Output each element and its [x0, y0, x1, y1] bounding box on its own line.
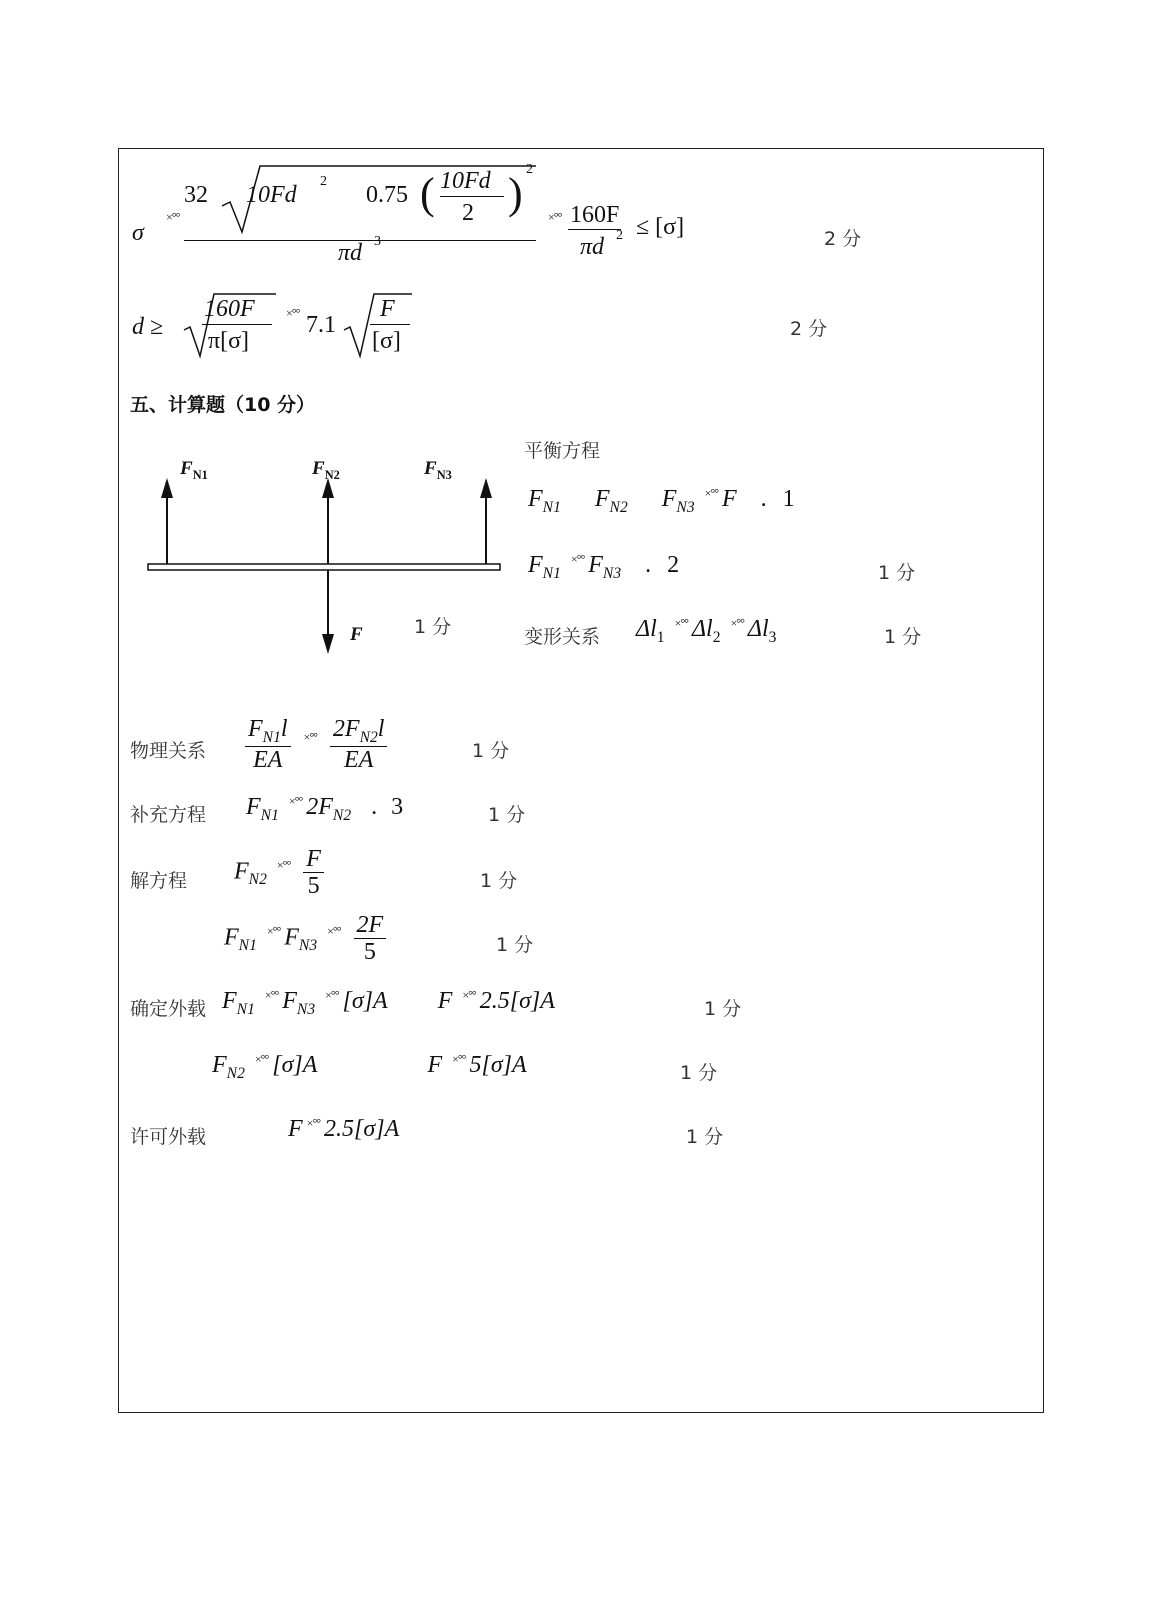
score-balance: 1 分: [878, 562, 916, 584]
supplement-eq: $F_{N1}$ ×°° $2F_{N2}$ . 3: [246, 794, 404, 824]
score-external-row2: 1 分: [680, 1062, 718, 1084]
arrowhead-fn3: [480, 478, 492, 498]
score-deformation: 1 分: [884, 626, 922, 648]
deformation-label: 变形关系: [524, 626, 601, 648]
allowable-label: 许可外载: [130, 1126, 207, 1148]
sigma-numerator: 32 10Fd 2 0.75 ( 10Fd 2 ) 2: [184, 162, 536, 241]
section-heading: 五、计算题（10 分）: [130, 394, 316, 416]
external-row1: $F_{N1}$ ×°° $F_{N3}$ ×°° [σ]A F ×°° 2.5[σ]A: [222, 988, 555, 1018]
force-diagram: [140, 460, 510, 660]
physical-label: 物理关系: [130, 740, 207, 762]
label-f: F: [350, 624, 363, 645]
solve-fn13: $F_{N1}$ ×°° $F_{N3}$ ×°° $\frac{2F}{5}$: [224, 912, 389, 966]
score-d: 2 分: [790, 318, 828, 340]
score-allowable: 1 分: [686, 1126, 724, 1148]
external-label: 确定外载: [130, 998, 207, 1020]
external-row2: $F_{N2}$ ×°° [σ]A F ×°° 5[σ]A: [212, 1052, 527, 1082]
equals-glyph: ×°°: [166, 210, 180, 224]
score-solve-fn2: 1 分: [480, 870, 518, 892]
label-fn2: $F_{N2}$: [312, 458, 340, 482]
balance-eq1: $F_{N1}$ $F_{N2}$ $F_{N3}$ ×°° F . 1: [528, 486, 795, 516]
d-formula: d ≥ 160F π[σ] ×°° 7.1 F [σ]: [132, 292, 432, 362]
score-sigma: 2 分: [824, 228, 862, 250]
balance-title: 平衡方程: [524, 440, 601, 462]
sigma-formula: σ ×°° 32 10Fd 2 0.75 ( 10Fd 2 ) 2 πd 3 ×°° 160F πd 2 ≤ [σ]: [132, 162, 685, 266]
score-diagram: 1 分: [414, 616, 452, 638]
score-solve-fn13: 1 分: [496, 934, 534, 956]
score-physical: 1 分: [472, 740, 510, 762]
physical-eq: $\frac{F_{N1}l}{EA}$ ×°° $\frac{2F_{N2}l}{EA}$: [242, 716, 390, 773]
arrowhead-f: [322, 634, 334, 654]
balance-eq2: $F_{N1}$ ×°° $F_{N3}$ . 2: [528, 552, 680, 582]
arrowhead-fn1: [161, 478, 173, 498]
label-fn3: $F_{N3}$: [424, 458, 452, 482]
beam: [148, 564, 500, 570]
deformation-eq: $\Delta l_1$ ×°° $\Delta l_2$ ×°° $\Delta l_3$: [636, 616, 777, 646]
score-supplement: 1 分: [488, 804, 526, 826]
supplement-label: 补充方程: [130, 804, 207, 826]
label-fn1: $F_{N1}$: [180, 458, 208, 482]
sigma-symbol: σ: [132, 220, 144, 246]
allowable-eq: F ×°° 2.5[σ]A: [288, 1116, 400, 1142]
solve-label: 解方程: [130, 870, 188, 892]
score-external-row1: 1 分: [704, 998, 742, 1020]
solve-fn2: $F_{N2}$ ×°° $\frac{F}{5}$: [234, 846, 327, 900]
